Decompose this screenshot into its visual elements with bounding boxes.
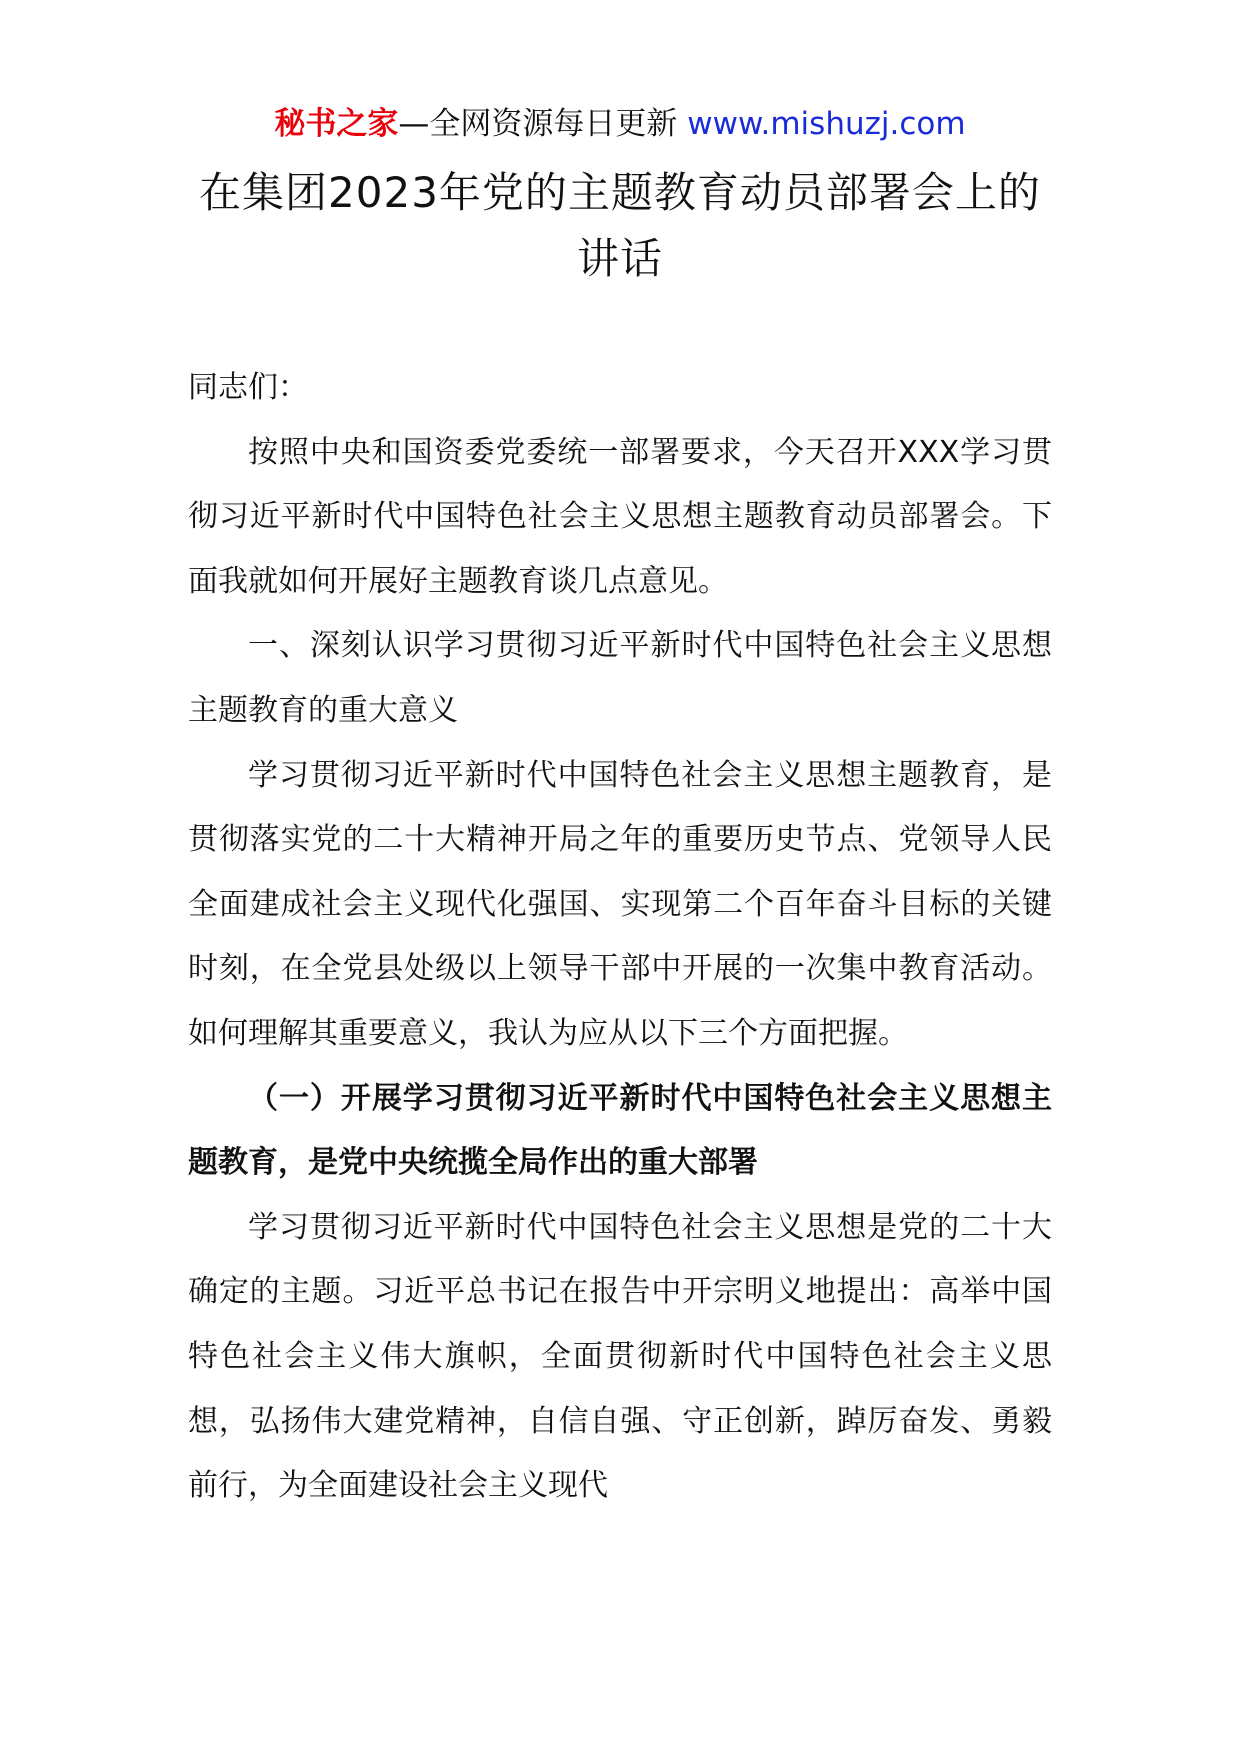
brand-name: 秘书之家 <box>274 106 399 142</box>
watermark-header <box>0 100 1240 148</box>
document-title: 在集团2023年党的主题教育动员部署会上的讲话 <box>199 168 1041 283</box>
section-heading-1: 一、深刻认识学习贯彻习近平新时代中国特色社会主义思想主题教育的重大意义 <box>188 628 1052 728</box>
subsection-heading-1: （一）开展学习贯彻习近平新时代中国特色社会主义思想主题教育，是党中央统揽全局作出的重大部署 <box>188 1080 1052 1181</box>
paragraph-significance: 学习贯彻习近平新时代中国特色社会主义思想主题教育，是贯彻落实党的二十大精神开局之年的重要历史节点、党领导人民全面建成社会主义现代化强国、实现第二个百年奋斗目标的关键时刻，在全党县处级以上领导干部中开展的一次集中教育活动。如何理解其重要意义，我认为应从以下三个方面把握。 <box>188 757 1052 1051</box>
salutation: 同志们： <box>188 370 308 405</box>
paragraph-theme: 学习贯彻习近平新时代中国特色社会主义思想是党的二十大确定的主题。习近平总书记在报告中开宗明义地提出：高举中国特色社会主义伟大旗帜，全面贯彻新时代中国特色社会主义思想，弘扬伟大建党精神，自信自强、守正创新，踔厉奋发、勇毅前行，为全面建设社会主义现代 <box>188 1209 1052 1504</box>
site-url[interactable]: www.mishuzj.com <box>687 106 966 142</box>
header-tagline: —全网资源每日更新 <box>398 106 688 142</box>
document-body <box>188 356 1052 1519</box>
paragraph-intro: 按照中央和国资委党委统一部署要求，今天召开XXX学习贯彻习近平新时代中国特色社会主义思想主题教育动员部署会。下面我就如何开展好主题教育谈几点意见。 <box>188 434 1052 599</box>
